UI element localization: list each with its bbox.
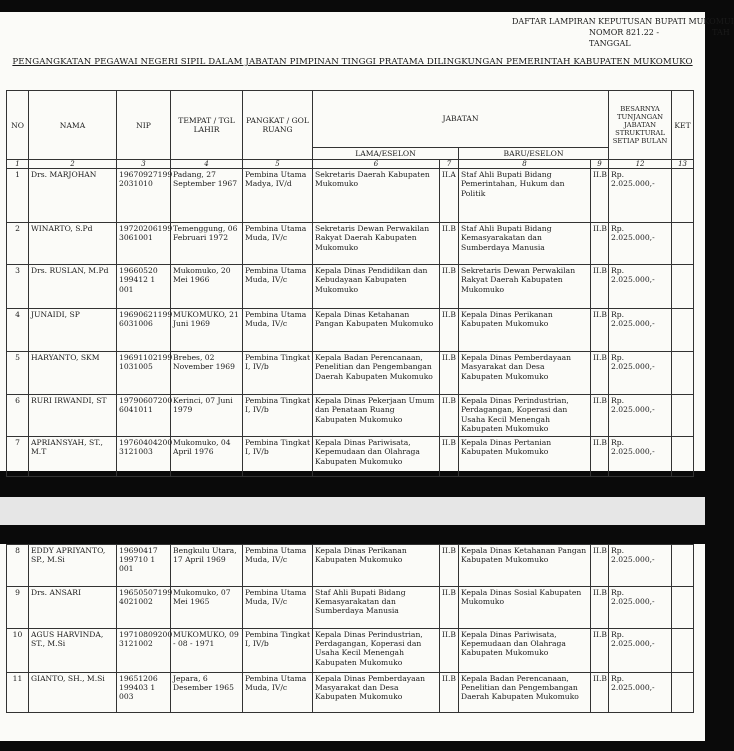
- cell-pangkat: Pembina Tingkat I, IV/b: [243, 352, 313, 395]
- col-number: 1: [7, 160, 29, 169]
- cell-ttl: MUKOMUKO, 09 - 08 - 1971: [171, 629, 243, 673]
- cell-nama: APRIANSYAH, ST., M.T: [29, 437, 117, 477]
- cell-baru-es: II.B: [591, 265, 609, 309]
- cell-lama-es: II.B: [440, 545, 459, 587]
- cell-ket: [672, 352, 694, 395]
- table-row: [7, 395, 694, 437]
- cell-tunjangan: Rp. 2.025.000,-: [609, 265, 672, 309]
- col-nama-header: NAMA: [29, 91, 117, 160]
- cell-lama-es: II.B: [440, 673, 459, 713]
- cell-baru-es: II.B: [591, 545, 609, 587]
- col-number: 2: [29, 160, 117, 169]
- cell-baru-es: II.B: [591, 352, 609, 395]
- cell-nip: 19720206199 3061001: [117, 223, 171, 265]
- cell-baru-es: II.B: [591, 223, 609, 265]
- col-ttl-header: TEMPAT / TGL LAHIR: [171, 91, 243, 160]
- cell-nama: WINARTO, S.Pd: [29, 223, 117, 265]
- col-baru-header: BARU/ESELON: [459, 148, 609, 160]
- cell-nama: JUNAIDI, SP: [29, 309, 117, 352]
- cell-nama: GIANTO, SH., M.Si: [29, 673, 117, 713]
- cell-no: 4: [7, 309, 29, 352]
- decree-line-1: DAFTAR LAMPIRAN KEPUTUSAN BUPATI MUKOMUI: [512, 17, 734, 26]
- cell-lama-es: II.B: [440, 352, 459, 395]
- decree-date-label: TANGGAL: [589, 39, 631, 48]
- cell-ket: [672, 395, 694, 437]
- cell-nip: 19660520 199412 1 001: [117, 265, 171, 309]
- cell-no: 9: [7, 587, 29, 629]
- cell-ttl: MUKOMUKO, 21 Juni 1969: [171, 309, 243, 352]
- cell-lama-es: II.B: [440, 395, 459, 437]
- cell-ttl: Mukomuko, 20 Mei 1966: [171, 265, 243, 309]
- cell-ttl: Temenggung, 06 Februari 1972: [171, 223, 243, 265]
- cell-baru: Staf Ahli Bupati Bidang Kemasyarakatan dan Sumberdaya Manusia: [459, 223, 591, 265]
- cell-ttl: Bengkulu Utara, 17 April 1969: [171, 545, 243, 587]
- cell-baru: Kepala Dinas Perikanan Kabupaten Mukomuko: [459, 309, 591, 352]
- table-row: [7, 629, 694, 673]
- document-page-1: [0, 12, 734, 471]
- cell-tunjangan: Rp. 2.025.000,-: [609, 395, 672, 437]
- appointment-table-page-2: [6, 544, 694, 713]
- cell-no: 2: [7, 223, 29, 265]
- table-row: [7, 352, 694, 395]
- table-row: [7, 545, 694, 587]
- cell-lama: Kepala Dinas Pekerjaan Umum dan Penataan Ruang Kabupaten Mukomuko: [313, 395, 440, 437]
- cell-lama: Sekretaris Daerah Kabupaten Mukomuko: [313, 169, 440, 223]
- cell-tunjangan: Rp. 2.025.000,-: [609, 629, 672, 673]
- decree-reference: [512, 16, 734, 49]
- cell-lama: Sekretaris Dewan Perwakilan Rakyat Daerah Kabupaten Mukomuko: [313, 223, 440, 265]
- cell-lama-es: II.A: [440, 169, 459, 223]
- table-row: [7, 673, 694, 713]
- cell-ket: [672, 629, 694, 673]
- cell-ttl: Padang, 27 September 1967: [171, 169, 243, 223]
- cell-lama: Kepala Dinas Pendidikan dan Kebudayaan Kabupaten Mukomuko: [313, 265, 440, 309]
- cell-tunjangan: Rp. 2.025.000,-: [609, 352, 672, 395]
- cell-tunjangan: Rp. 2.025.000,-: [609, 587, 672, 629]
- cell-ttl: Kerinci, 07 Juni 1979: [171, 395, 243, 437]
- table-row: [7, 169, 694, 223]
- col-number: 8: [459, 160, 591, 169]
- cell-lama: Kepala Badan Perencanaan, Penelitian dan Pengembangan Daerah Kabupaten Mukomuko: [313, 352, 440, 395]
- cell-nip: 19691102199 1031005: [117, 352, 171, 395]
- cell-nama: Drs. ANSARI: [29, 587, 117, 629]
- col-number: 9: [591, 160, 609, 169]
- table-row: [7, 309, 694, 352]
- cell-lama: Kepala Dinas Perikanan Kabupaten Mukomuko: [313, 545, 440, 587]
- cell-ket: [672, 169, 694, 223]
- cell-pangkat: Pembina Utama Muda, IV/c: [243, 545, 313, 587]
- col-nip-header: NIP: [117, 91, 171, 160]
- cell-tunjangan: Rp. 2.025.000,-: [609, 169, 672, 223]
- cell-pangkat: Pembina Utama Muda, IV/c: [243, 673, 313, 713]
- cell-pangkat: Pembina Tingkat I, IV/b: [243, 437, 313, 477]
- cell-tunjangan: Rp. 2.025.000,-: [609, 437, 672, 477]
- col-number: 5: [243, 160, 313, 169]
- cell-nama: HARYANTO, SKM: [29, 352, 117, 395]
- cell-pangkat: Pembina Tingkat I, IV/b: [243, 395, 313, 437]
- cell-tunjangan: Rp. 2.025.000,-: [609, 309, 672, 352]
- document-page-2: [0, 544, 705, 741]
- cell-ttl: Brebes, 02 November 1969: [171, 352, 243, 395]
- cell-ket: [672, 437, 694, 477]
- col-lama-header: LAMA/ESELON: [313, 148, 459, 160]
- cell-baru: Kepala Dinas Ketahanan Pangan Kabupaten Mukomuko: [459, 545, 591, 587]
- cell-tunjangan: Rp. 2.025.000,-: [609, 673, 672, 713]
- cell-lama-es: II.B: [440, 309, 459, 352]
- cell-baru-es: II.B: [591, 169, 609, 223]
- cell-nama: RURI IRWANDI, ST: [29, 395, 117, 437]
- header-row: [7, 91, 694, 148]
- cell-baru: Kepala Dinas Pemberdayaan Masyarakat dan Desa Kabupaten Mukomuko: [459, 352, 591, 395]
- table-row: [7, 587, 694, 629]
- cell-no: 1: [7, 169, 29, 223]
- cell-ket: [672, 223, 694, 265]
- cell-nip: 19790607200 6041011: [117, 395, 171, 437]
- col-tunjangan-header: BESARNYA TUNJANGAN JABATAN STRUKTURAL SETIAP BULAN: [609, 91, 672, 160]
- cell-baru: Sekretaris Dewan Perwakilan Rakyat Daerah Kabupaten Mukomuko: [459, 265, 591, 309]
- col-number: 7: [440, 160, 459, 169]
- decree-number-line: [512, 27, 734, 38]
- col-number: 6: [313, 160, 440, 169]
- cell-pangkat: Pembina Utama Muda, IV/c: [243, 587, 313, 629]
- col-pangkat-header: PANGKAT / GOL RUANG: [243, 91, 313, 160]
- cell-baru-es: II.B: [591, 587, 609, 629]
- col-number: 3: [117, 160, 171, 169]
- cell-pangkat: Pembina Utama Muda, IV/c: [243, 265, 313, 309]
- cell-pangkat: Pembina Utama Muda, IV/c: [243, 309, 313, 352]
- cell-no: 7: [7, 437, 29, 477]
- cell-pangkat: Pembina Utama Madya, IV/d: [243, 169, 313, 223]
- cell-nama: Drs. RUSLAN, M.Pd: [29, 265, 117, 309]
- cell-ttl: Mukomuko, 04 April 1976: [171, 437, 243, 477]
- cell-nip: 19690621199 6031006: [117, 309, 171, 352]
- cell-nip: 19760404200 3121003: [117, 437, 171, 477]
- table-body-page-1: [7, 169, 694, 477]
- col-number: 4: [171, 160, 243, 169]
- cell-ket: [672, 265, 694, 309]
- column-number-row: [7, 160, 694, 169]
- col-jabatan-header: JABATAN: [313, 91, 609, 148]
- cell-nip: 19651206 199403 1 003: [117, 673, 171, 713]
- cell-no: 8: [7, 545, 29, 587]
- cell-baru: Kepala Dinas Perindustrian, Perdagangan, Koperasi dan Usaha Kecil Menengah Kabupaten Mukomuko: [459, 395, 591, 437]
- col-number: 12: [609, 160, 672, 169]
- cell-baru: Kepala Dinas Pariwisata, Kepemudaan dan Olahraga Kabupaten Mukomuko: [459, 629, 591, 673]
- cell-lama-es: II.B: [440, 629, 459, 673]
- cell-no: 3: [7, 265, 29, 309]
- col-no-header: NO: [7, 91, 29, 160]
- cell-lama: Kepala Dinas Perindustrian, Perdagangan, Koperasi dan Usaha Kecil Menengah Kabupaten Mukomuko: [313, 629, 440, 673]
- cell-baru-es: II.B: [591, 437, 609, 477]
- col-number: 13: [672, 160, 694, 169]
- cell-pangkat: Pembina Utama Muda, IV/c: [243, 223, 313, 265]
- cell-lama: Kepala Dinas Pariwisata, Kepemudaan dan Olahraga Kabupaten Mukomuko: [313, 437, 440, 477]
- cell-no: 6: [7, 395, 29, 437]
- decree-year-label: TAH: [712, 28, 730, 37]
- appointment-table-page-1: [6, 90, 694, 477]
- cell-baru: Kepala Badan Perencanaan, Penelitian dan Pengembangan Daerah Kabupaten Mukomuko: [459, 673, 591, 713]
- cell-lama: Staf Ahli Bupati Bidang Kemasyarakatan dan Sumberdaya Manusia: [313, 587, 440, 629]
- cell-no: 10: [7, 629, 29, 673]
- cell-lama: Kepala Dinas Pemberdayaan Masyarakat dan Desa Kabupaten Mukomuko: [313, 673, 440, 713]
- cell-ket: [672, 587, 694, 629]
- cell-pangkat: Pembina Tingkat I, IV/b: [243, 629, 313, 673]
- cell-nama: AGUS HARVINDA, ST., M.Si: [29, 629, 117, 673]
- table-row: [7, 223, 694, 265]
- cell-lama: Kepala Dinas Ketahanan Pangan Kabupaten Mukomuko: [313, 309, 440, 352]
- document-title: PENGANGKATAN PEGAWAI NEGERI SIPIL DALAM JABATAN PIMPINAN TINGGI PRATAMA DILINGKUNGAN PEMERINTAH KABUPATEN MUKOMUKO: [12, 57, 693, 67]
- cell-no: 11: [7, 673, 29, 713]
- cell-baru: Kepala Dinas Pertanian Kabupaten Mukomuko: [459, 437, 591, 477]
- cell-lama-es: II.B: [440, 587, 459, 629]
- cell-baru: Staf Ahli Bupati Bidang Pemerintahan, Hukum dan Politik: [459, 169, 591, 223]
- cell-nama: EDDY APRIYANTO, SP., M.Si: [29, 545, 117, 587]
- cell-lama-es: II.B: [440, 437, 459, 477]
- decree-number: NOMOR 821.22 -: [589, 28, 660, 37]
- cell-ket: [672, 309, 694, 352]
- cell-baru-es: II.B: [591, 629, 609, 673]
- cell-ket: [672, 673, 694, 713]
- col-ket-header: KET: [672, 91, 694, 160]
- cell-nama: Drs. MARJOHAN: [29, 169, 117, 223]
- table-row: [7, 437, 694, 477]
- cell-ttl: Jepara, 6 Desember 1965: [171, 673, 243, 713]
- cell-baru-es: II.B: [591, 395, 609, 437]
- cell-baru-es: II.B: [591, 673, 609, 713]
- cell-nip: 19650507199 4021002: [117, 587, 171, 629]
- cell-baru-es: II.B: [591, 309, 609, 352]
- cell-tunjangan: Rp. 2.025.000,-: [609, 545, 672, 587]
- cell-lama-es: II.B: [440, 223, 459, 265]
- cell-nip: 19710809200 3121002: [117, 629, 171, 673]
- table-body-page-2: [7, 545, 694, 713]
- cell-baru: Kepala Dinas Sosial Kabupaten Mukomuko: [459, 587, 591, 629]
- table-row: [7, 265, 694, 309]
- cell-ket: [672, 545, 694, 587]
- cell-no: 5: [7, 352, 29, 395]
- cell-nip: 19690417 199710 1 001: [117, 545, 171, 587]
- cell-nip: 19670927199 2031010: [117, 169, 171, 223]
- page-separator: [0, 497, 705, 525]
- cell-lama-es: II.B: [440, 265, 459, 309]
- cell-ttl: Mukomuko, 07 Mei 1965: [171, 587, 243, 629]
- cell-tunjangan: Rp. 2.025.000,-: [609, 223, 672, 265]
